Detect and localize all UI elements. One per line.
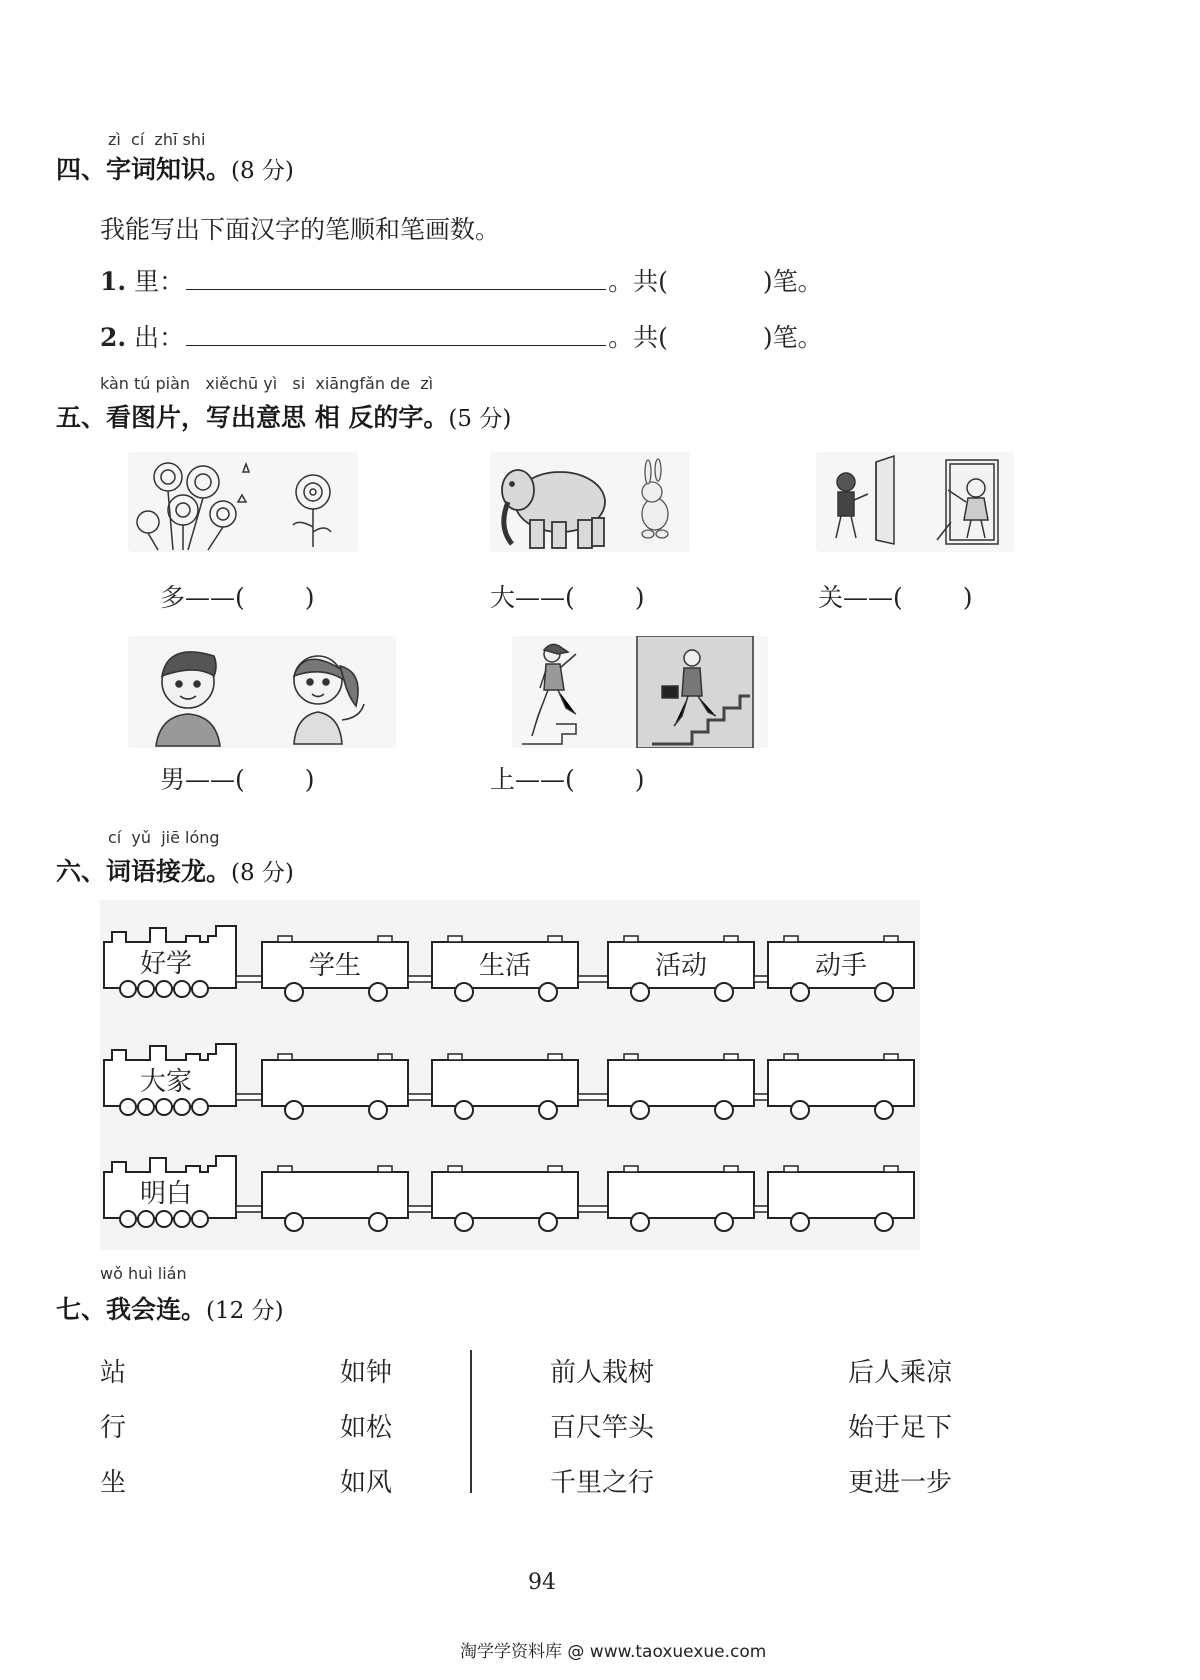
section5-score: (5 分) — [448, 406, 512, 432]
engine-wheel — [156, 1099, 172, 1115]
section4-title: 四、字词知识。 — [56, 155, 232, 184]
car-wheel — [285, 983, 303, 1001]
engine-word: 好学 — [140, 949, 193, 979]
car-top-bump — [278, 1166, 292, 1172]
coupler — [236, 976, 262, 982]
site-footer: 淘学学资料库 @ www.taoxuexue.com — [460, 1642, 767, 1662]
car-top-bump — [884, 1166, 898, 1172]
engine-wheel — [156, 981, 172, 997]
car-wheel — [791, 983, 809, 1001]
pair-close: ) — [304, 583, 315, 612]
coupler — [408, 976, 432, 982]
coupler — [236, 1206, 262, 1212]
car-top-bump — [448, 1166, 462, 1172]
train-car — [608, 1060, 754, 1106]
engine-wheel — [120, 1211, 136, 1227]
car-wheel — [369, 1101, 387, 1119]
engine-wheel — [174, 1211, 190, 1227]
car-top-bump — [624, 1054, 638, 1060]
car-wheel — [791, 1213, 809, 1231]
pair-close: ) — [304, 765, 315, 794]
car-top-bump — [884, 1054, 898, 1060]
car-wheel — [455, 1101, 473, 1119]
car-top-bump — [378, 936, 392, 942]
item-suffix-b: )笔。 — [762, 267, 823, 296]
item-number: 1. — [100, 267, 127, 296]
car-top-bump — [724, 1166, 738, 1172]
section4-score: (8 分) — [231, 158, 294, 184]
section7-heading — [56, 1290, 284, 1326]
car-wheel — [285, 1101, 303, 1119]
car-word: 动手 — [814, 951, 868, 981]
section4-instruction: 我能写出下面汉字的笔顺和笔画数。 — [100, 215, 501, 244]
pair-word: 关——( — [818, 583, 903, 612]
match-left-a-1[interactable]: 站 — [100, 1358, 127, 1388]
section4-pinyin: zì cí zhī shi — [108, 130, 206, 149]
page-number: 94 — [528, 1570, 556, 1595]
section7-score: (12 分) — [206, 1298, 284, 1324]
coupler — [408, 1094, 432, 1100]
match-right-a-3[interactable]: 千里之行 — [550, 1468, 655, 1498]
section5-pinyin: kàn tú piàn xiěchū yì si xiāngfǎn de zì — [100, 374, 434, 393]
pair-word: 大——( — [490, 583, 575, 612]
engine-word: 大家 — [140, 1067, 193, 1097]
car-wheel — [875, 1101, 893, 1119]
car-wheel — [631, 983, 649, 1001]
pair-word: 上——( — [490, 765, 575, 794]
column-divider — [470, 1350, 472, 1493]
match-left-a-3[interactable]: 坐 — [100, 1468, 127, 1498]
train-car — [262, 1172, 408, 1218]
match-left-a-2[interactable]: 行 — [100, 1413, 127, 1443]
engine-wheel — [192, 1099, 208, 1115]
engine-wheel — [120, 1099, 136, 1115]
engine-wheel — [138, 1211, 154, 1227]
engine-wheel — [192, 1211, 208, 1227]
car-wheel — [715, 1213, 733, 1231]
car-top-bump — [624, 1166, 638, 1172]
engine-wheel — [138, 1099, 154, 1115]
section5-title: 五、看图片，写出意思 相 反的字。 — [56, 403, 449, 432]
match-left-b-3[interactable]: 如风 — [340, 1468, 393, 1498]
car-wheel — [455, 1213, 473, 1231]
train-car — [432, 1060, 578, 1106]
car-wheel — [285, 1213, 303, 1231]
engine-wheel — [120, 981, 136, 997]
match-left-b-1[interactable]: 如钟 — [340, 1358, 393, 1388]
car-top-bump — [624, 936, 638, 942]
item-char: 里： — [134, 267, 185, 296]
car-wheel — [369, 1213, 387, 1231]
train-car — [768, 1060, 914, 1106]
item-char: 出： — [134, 323, 185, 352]
train-car — [608, 1172, 754, 1218]
car-wheel — [875, 983, 893, 1001]
car-wheel — [455, 983, 473, 1001]
match-right-b-1[interactable]: 后人乘凉 — [848, 1358, 953, 1388]
car-wheel — [539, 1101, 557, 1119]
car-top-bump — [784, 1166, 798, 1172]
car-top-bump — [548, 1054, 562, 1060]
car-top-bump — [278, 1054, 292, 1060]
pair-close: ) — [634, 583, 645, 612]
coupler — [578, 1206, 608, 1212]
section6-score: (8 分) — [231, 860, 294, 886]
engine-wheel — [174, 981, 190, 997]
pair-close: ) — [634, 765, 645, 794]
car-top-bump — [784, 1054, 798, 1060]
pair-close: ) — [962, 583, 973, 612]
car-top-bump — [378, 1054, 392, 1060]
car-word: 学生 — [308, 951, 362, 981]
engine-wheel — [138, 981, 154, 997]
car-wheel — [875, 1213, 893, 1231]
match-right-a-2[interactable]: 百尺竿头 — [550, 1413, 655, 1443]
coupler — [754, 976, 768, 982]
section6-pinyin: cí yǔ jiē lóng — [108, 828, 220, 847]
car-word: 生活 — [478, 951, 532, 981]
car-top-bump — [548, 936, 562, 942]
car-top-bump — [724, 1054, 738, 1060]
item-suffix-b: )笔。 — [762, 323, 823, 352]
coupler — [754, 1206, 768, 1212]
engine-word: 明白 — [140, 1179, 193, 1209]
item-number: 2. — [100, 323, 127, 352]
car-top-bump — [884, 936, 898, 942]
car-wheel — [631, 1213, 649, 1231]
coupler — [236, 1094, 262, 1100]
car-word: 活动 — [654, 951, 708, 981]
engine-wheel — [156, 1211, 172, 1227]
section7-title: 七、我会连。 — [56, 1295, 207, 1324]
car-wheel — [539, 1213, 557, 1231]
train-car — [432, 1172, 578, 1218]
pair-word: 多——( — [160, 583, 245, 612]
coupler — [578, 976, 608, 982]
coupler — [754, 1094, 768, 1100]
car-wheel — [791, 1101, 809, 1119]
pair-word: 男——( — [160, 765, 245, 794]
coupler — [578, 1094, 608, 1100]
train-car — [262, 1060, 408, 1106]
item-suffix-a: 。共( — [608, 323, 668, 352]
car-top-bump — [448, 1054, 462, 1060]
car-top-bump — [378, 1166, 392, 1172]
section6-title: 六、词语接龙。 — [56, 857, 232, 886]
car-top-bump — [784, 936, 798, 942]
car-wheel — [715, 983, 733, 1001]
car-wheel — [539, 983, 557, 1001]
match-left-b-2[interactable]: 如松 — [340, 1413, 393, 1443]
section7-pinyin: wǒ huì lián — [100, 1264, 187, 1283]
coupler — [408, 1206, 432, 1212]
item-suffix-a: 。共( — [608, 267, 668, 296]
car-top-bump — [448, 936, 462, 942]
match-right-b-3[interactable]: 更进一步 — [848, 1468, 953, 1498]
match-right-b-2[interactable]: 始于足下 — [848, 1413, 953, 1443]
car-wheel — [369, 983, 387, 1001]
car-top-bump — [724, 936, 738, 942]
car-top-bump — [548, 1166, 562, 1172]
match-right-a-1[interactable]: 前人栽树 — [550, 1358, 655, 1388]
car-wheel — [715, 1101, 733, 1119]
train-car — [768, 1172, 914, 1218]
engine-wheel — [174, 1099, 190, 1115]
engine-wheel — [192, 981, 208, 997]
car-top-bump — [278, 936, 292, 942]
car-wheel — [631, 1101, 649, 1119]
